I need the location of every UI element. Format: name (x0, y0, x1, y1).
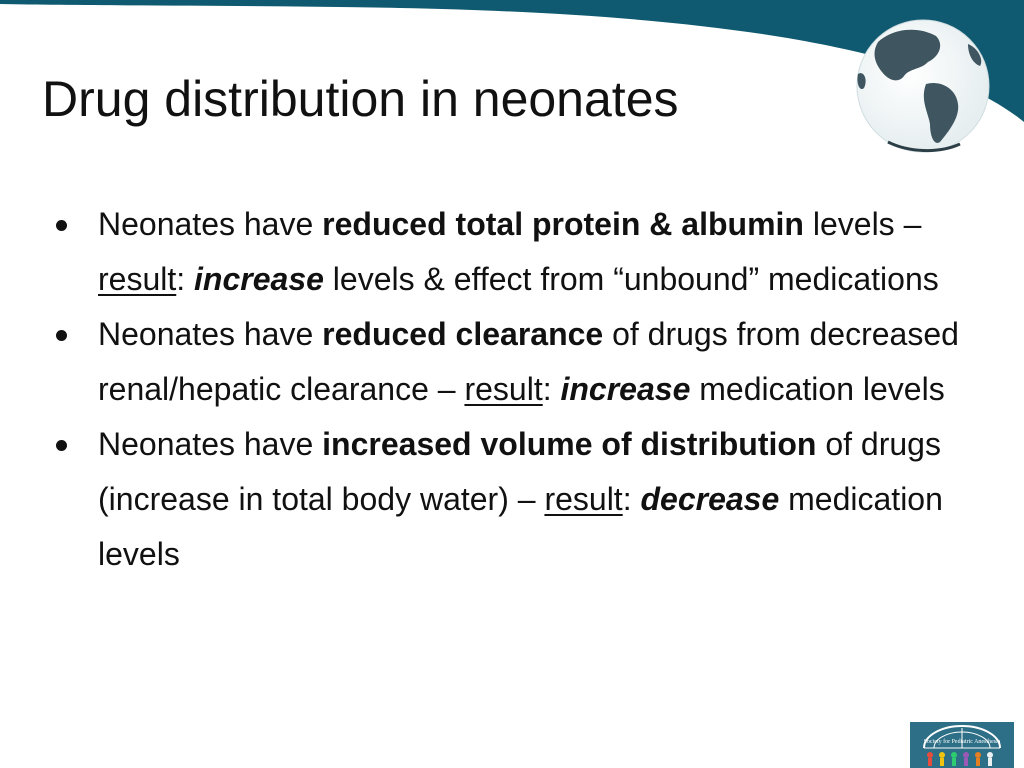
text-run: levels – (803, 206, 922, 242)
globe-icon (848, 14, 998, 156)
bullet-dot-icon (56, 440, 67, 451)
bullet-text (98, 197, 986, 307)
bold-text: reduced total protein & albumin (322, 206, 804, 242)
result-label: result (544, 481, 623, 517)
bold-italic-text: increase (560, 371, 691, 407)
society-logo (910, 722, 1014, 768)
slide-title: Drug distribution in neonates (42, 71, 679, 127)
bullet-item (56, 417, 986, 582)
bold-italic-text: decrease (640, 481, 780, 517)
bullet-dot-icon (56, 330, 67, 341)
text-run: Neonates have (98, 316, 323, 352)
text-run: Neonates have (98, 426, 323, 462)
bullet-text (98, 417, 986, 582)
text-run: : (542, 371, 561, 407)
bullet-item (56, 307, 986, 417)
bold-italic-text: increase (194, 261, 324, 297)
bullet-item (56, 197, 986, 307)
text-run: levels & effect from “unbound” medications (323, 261, 939, 297)
text-run: medication levels (98, 481, 943, 572)
bullet-list (56, 197, 986, 582)
bullet-dot-icon (56, 220, 67, 231)
bullet-text (98, 307, 986, 417)
svg-text:Society for Pediatric Anesthes: Society for Pediatric Anesthesia (923, 739, 1001, 745)
text-run: : (622, 481, 641, 517)
text-run: of drugs (increase in total body water) – (98, 426, 941, 517)
result-label: result (464, 371, 543, 407)
text-run: of drugs from decreased renal/hepatic clearance – (98, 316, 959, 407)
text-run: : (176, 261, 195, 297)
text-run: Neonates have (98, 206, 323, 242)
text-run: medication levels (690, 371, 945, 407)
bold-text: increased volume of distribution (322, 426, 817, 462)
bold-text: reduced clearance (322, 316, 604, 352)
result-label: result (98, 261, 177, 297)
